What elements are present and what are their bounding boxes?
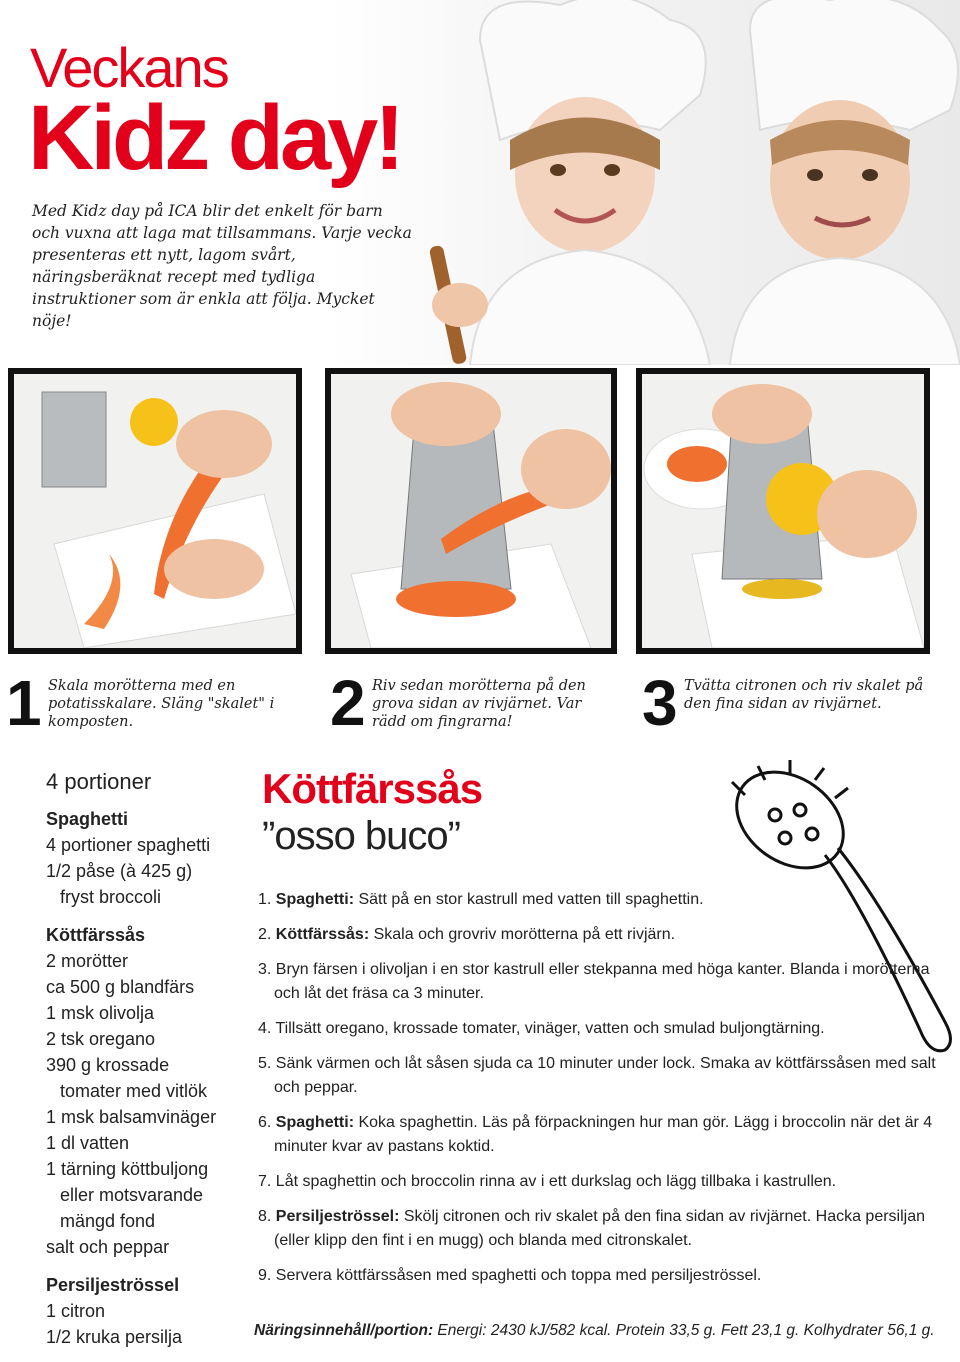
recipe-step xyxy=(258,1170,938,1194)
nutrition-info xyxy=(254,1320,954,1342)
step-3-text: Tvätta citronen och riv skalet på den fina sidan av rivjärnet. xyxy=(684,678,924,712)
ingredient-item: 1/2 påse (à 425 g) xyxy=(46,861,193,881)
step-2-text: Riv sedan morötterna på den grova sidan av rivjärnet. Var rädd om fingrarna! xyxy=(372,678,586,730)
ingredient-item: tomater med vitlök xyxy=(60,1081,208,1101)
step-text: Servera köttfärssåsen med spaghetti och toppa med persiljeströssel. xyxy=(275,1267,762,1284)
hero-section xyxy=(0,0,960,365)
recipe-step xyxy=(258,1205,938,1253)
ingredient-item: 1 msk balsamvinäger xyxy=(46,1107,217,1127)
step-number: 4. xyxy=(258,1020,272,1037)
hero-photo-kids-chefs xyxy=(330,0,960,365)
recipe-step xyxy=(258,923,938,947)
ingredient-item: 4 portioner spaghetti xyxy=(46,835,211,855)
grating-lemon-illustration xyxy=(642,374,924,648)
step-text: Skala och grovriv morötterna på ett rivjärn. xyxy=(369,926,676,943)
step-label: Persiljeströssel: xyxy=(275,1208,400,1225)
step-text: Tillsätt oregano, krossade tomater, vinäger, vatten och smulad buljongtärning. xyxy=(275,1020,825,1037)
recipe-title: Köttfärssås xyxy=(262,765,483,812)
ingredient-item: 2 tsk oregano xyxy=(46,1029,156,1049)
ingredients-panel xyxy=(46,768,246,1362)
ingredient-item: ca 500 g blandfärs xyxy=(46,977,195,997)
step-photo-grating-carrot xyxy=(325,368,617,654)
ingredient-item: 1 citron xyxy=(46,1301,106,1321)
step-photo-grating-lemon xyxy=(636,368,930,654)
ingredient-item: 1 dl vatten xyxy=(46,1133,130,1153)
step-text: Bryn färsen i olivoljan i en stor kastrull eller stekpanna med höga kanter. Blanda i morötterna och låt det fräsa ca 3 minuter. xyxy=(274,961,930,1002)
step-number: 9. xyxy=(258,1267,272,1284)
step-1-number: 1 xyxy=(6,667,42,739)
nutrition-text: Energi: 2430 kJ/582 kcal. Protein 33,5 g. Fett 23,1 g. Kolhydrater 56,1 g. xyxy=(433,1322,935,1339)
portions-label: 4 portioner xyxy=(46,769,152,794)
ingredient-item: 1 msk olivolja xyxy=(46,1003,155,1023)
step-number: 5. xyxy=(258,1055,272,1072)
recipe-step xyxy=(258,958,938,1006)
recipe-steps xyxy=(258,888,938,1299)
ingredient-item: 1 tärning köttbuljong xyxy=(46,1159,209,1179)
step-1-text: Skala morötterna med en potatisskalare. Släng "skalet" i komposten. xyxy=(48,678,275,730)
ingredients-list-persiljestrossel xyxy=(46,1298,246,1350)
ingredient-item: fryst broccoli xyxy=(60,887,162,907)
ingredient-item: mängd fond xyxy=(60,1211,156,1231)
recipe-step xyxy=(258,888,938,912)
peeling-carrot-illustration xyxy=(14,374,296,648)
step-number: 3. xyxy=(258,961,272,978)
kids-chefs-illustration xyxy=(330,0,960,365)
step-text: Låt spaghettin och broccolin rinna av i ett durkslag och lägg tillbaka i kastrullen. xyxy=(275,1173,837,1190)
title-kidz-day: Kidz day! xyxy=(28,87,401,189)
step-text: Sänk värmen och låt såsen sjuda ca 10 minuter under lock. Smaka av köttfärssåsen med salt och peppar. xyxy=(274,1055,936,1096)
recipe-step xyxy=(258,1052,938,1100)
ingredient-item: eller motsvarande xyxy=(60,1185,204,1205)
recipe-step xyxy=(258,1264,938,1288)
step-number: 8. xyxy=(258,1208,272,1225)
recipe-subtitle: ”osso buco” xyxy=(262,814,460,858)
step-3-number: 3 xyxy=(642,667,678,739)
step-label: Spaghetti: xyxy=(275,1114,355,1131)
grating-carrot-illustration xyxy=(331,374,611,648)
ingredients-list-kottfarssas xyxy=(46,948,246,1260)
step-number: 1. xyxy=(258,891,272,908)
title-veckans: Veckans xyxy=(30,36,228,99)
step-label: Köttfärssås: xyxy=(275,926,370,943)
ingredients-heading-persiljestrossel: Persiljeströssel xyxy=(46,1275,180,1295)
ingredients-list-spaghetti xyxy=(46,832,246,910)
step-text: Sätt på en stor kastrull med vatten till spaghettin. xyxy=(354,891,704,908)
ingredient-item: salt och peppar xyxy=(46,1237,170,1257)
ingredients-heading-kottfarssas: Köttfärssås xyxy=(46,925,146,945)
step-text: Koka spaghettin. Läs på förpackningen hur man gör. Lägg i broccolin när det är 4 minuter kvar av pastans koktid. xyxy=(274,1114,933,1155)
step-text: Skölj citronen och riv skalet på den fina sidan av rivjärnet. Hacka persiljan (eller klipp den fint i en mugg) och blanda med citronskalet. xyxy=(274,1208,926,1249)
step-label: Spaghetti: xyxy=(275,891,355,908)
step-number: 7. xyxy=(258,1173,272,1190)
ingredients-heading-spaghetti: Spaghetti xyxy=(46,809,129,829)
recipe-step xyxy=(258,1017,938,1041)
ingredient-item: 2 morötter xyxy=(46,951,129,971)
step-number: 6. xyxy=(258,1114,272,1131)
nutrition-label: Näringsinnehåll/portion: xyxy=(254,1322,434,1339)
step-photo-peeling-carrot xyxy=(8,368,302,654)
intro-text: Med Kidz day på ICA blir det enkelt för barn och vuxna att laga mat tillsammans. Varje vecka presenteras ett nytt, lagom svårt, näringsberäknat recept med tydliga instruktioner som är enkla att följa. Mycket nöje! xyxy=(32,202,412,330)
ingredient-item: 390 g krossade xyxy=(46,1055,170,1075)
ingredient-item: 1/2 kruka persilja xyxy=(46,1327,183,1347)
recipe-step xyxy=(258,1111,938,1159)
step-number: 2. xyxy=(258,926,272,943)
step-2-number: 2 xyxy=(330,667,366,739)
